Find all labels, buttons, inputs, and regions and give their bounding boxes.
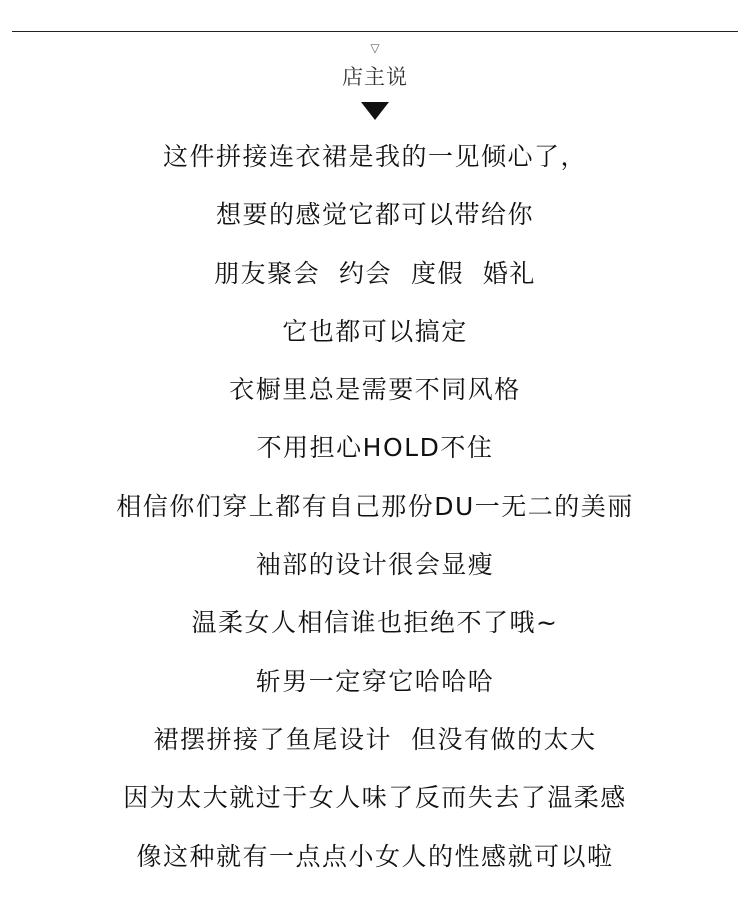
description-text-block: [0, 140, 750, 898]
description-line: 朋友聚会 约会 度假 婚礼: [214, 258, 536, 288]
section-title: 店主说: [342, 65, 408, 89]
top-divider-line: [12, 31, 738, 32]
description-line: 袖部的设计很会显瘦: [255, 550, 495, 580]
description-line: 衣橱里总是需要不同风格: [229, 375, 521, 405]
description-line: 温柔女人相信谁也拒绝不了哦~: [191, 608, 559, 638]
down-triangle-outline-icon: ▽: [370, 41, 380, 55]
down-triangle-filled-icon: [361, 102, 389, 120]
description-line: 这件拼接连衣裙是我的一见倾心了，: [162, 142, 587, 171]
description-line: 相信你们穿上都有自己那份DU一无二的美丽: [116, 491, 634, 521]
description-line: 裙摆拼接了鱼尾设计 但没有做的太大: [153, 724, 597, 754]
description-line: 像这种就有一点点小女人的性感就可以啦: [136, 841, 614, 871]
description-line: 因为太大就过于女人味了反而失去了温柔感: [123, 783, 627, 813]
description-line: 想要的感觉它都可以带给你: [215, 200, 534, 230]
description-line: 斩男一定穿它哈哈哈: [255, 666, 495, 696]
description-line: 它也都可以搞定: [282, 316, 468, 346]
description-line: 不用担心HOLD不住: [256, 433, 494, 463]
